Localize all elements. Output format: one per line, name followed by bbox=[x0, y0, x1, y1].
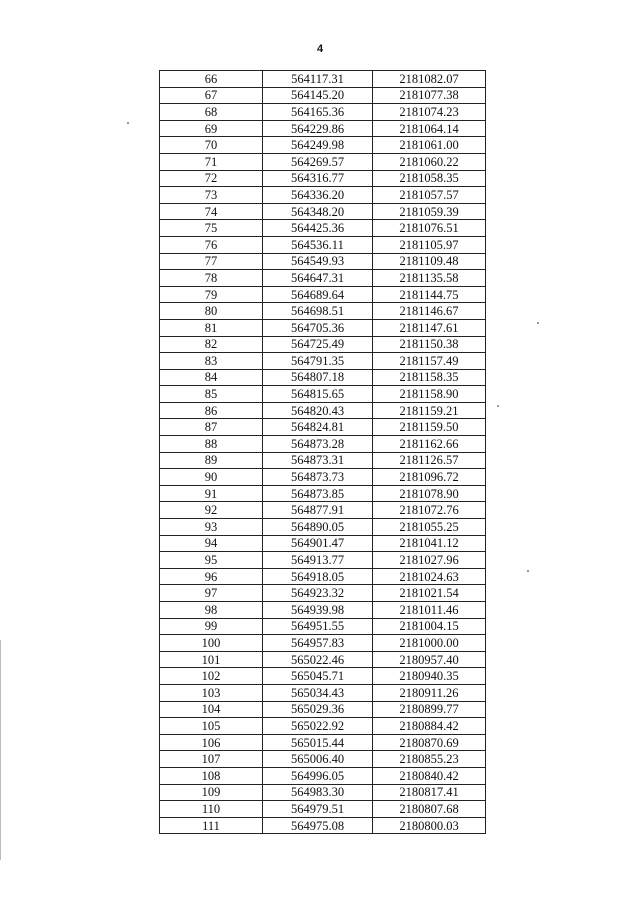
x-coordinate-cell: 564918.05 bbox=[263, 568, 373, 585]
point-number-cell: 76 bbox=[160, 236, 263, 253]
table-row bbox=[160, 286, 486, 303]
x-coordinate-cell: 564705.36 bbox=[263, 319, 373, 336]
table-row bbox=[160, 369, 486, 386]
y-coordinate-cell: 2181057.57 bbox=[373, 187, 486, 204]
y-coordinate-cell: 2180957.40 bbox=[373, 651, 486, 668]
point-number-cell: 90 bbox=[160, 469, 263, 486]
y-coordinate-cell: 2181105.97 bbox=[373, 236, 486, 253]
y-coordinate-cell: 2181146.67 bbox=[373, 303, 486, 320]
table-row bbox=[160, 153, 486, 170]
table-row bbox=[160, 552, 486, 569]
y-coordinate-cell: 2181109.48 bbox=[373, 253, 486, 270]
point-number-cell: 92 bbox=[160, 502, 263, 519]
point-number-cell: 93 bbox=[160, 519, 263, 536]
table-row bbox=[160, 71, 486, 88]
table-row bbox=[160, 452, 486, 469]
y-coordinate-cell: 2181078.90 bbox=[373, 485, 486, 502]
point-number-cell: 83 bbox=[160, 353, 263, 370]
y-coordinate-cell: 2181096.72 bbox=[373, 469, 486, 486]
point-number-cell: 66 bbox=[160, 71, 263, 88]
x-coordinate-cell: 564536.11 bbox=[263, 236, 373, 253]
x-coordinate-cell: 564269.57 bbox=[263, 153, 373, 170]
scan-speck bbox=[497, 405, 499, 407]
point-number-cell: 95 bbox=[160, 552, 263, 569]
table-row bbox=[160, 535, 486, 552]
x-coordinate-cell: 564951.55 bbox=[263, 618, 373, 635]
y-coordinate-cell: 2180899.77 bbox=[373, 701, 486, 718]
y-coordinate-cell: 2181027.96 bbox=[373, 552, 486, 569]
table-row bbox=[160, 104, 486, 121]
table-row bbox=[160, 502, 486, 519]
table-row bbox=[160, 618, 486, 635]
point-number-cell: 107 bbox=[160, 751, 263, 768]
table-row bbox=[160, 220, 486, 237]
x-coordinate-cell: 565022.92 bbox=[263, 718, 373, 735]
table-row bbox=[160, 187, 486, 204]
table-row bbox=[160, 585, 486, 602]
x-coordinate-cell: 564913.77 bbox=[263, 552, 373, 569]
x-coordinate-cell: 564165.36 bbox=[263, 104, 373, 121]
point-number-cell: 84 bbox=[160, 369, 263, 386]
table-row bbox=[160, 734, 486, 751]
y-coordinate-cell: 2180807.68 bbox=[373, 801, 486, 818]
point-number-cell: 71 bbox=[160, 153, 263, 170]
point-number-cell: 111 bbox=[160, 817, 263, 834]
point-number-cell: 69 bbox=[160, 120, 263, 137]
page-number: 4 bbox=[316, 43, 324, 55]
y-coordinate-cell: 2181060.22 bbox=[373, 153, 486, 170]
y-coordinate-cell: 2181000.00 bbox=[373, 635, 486, 652]
table-row bbox=[160, 519, 486, 536]
y-coordinate-cell: 2180840.42 bbox=[373, 767, 486, 784]
x-coordinate-cell: 564873.28 bbox=[263, 436, 373, 453]
x-coordinate-cell: 565015.44 bbox=[263, 734, 373, 751]
y-coordinate-cell: 2180817.41 bbox=[373, 784, 486, 801]
scan-speck bbox=[127, 122, 129, 124]
table-row bbox=[160, 419, 486, 436]
y-coordinate-cell: 2181162.66 bbox=[373, 436, 486, 453]
point-number-cell: 73 bbox=[160, 187, 263, 204]
x-coordinate-cell: 564336.20 bbox=[263, 187, 373, 204]
x-coordinate-cell: 564873.85 bbox=[263, 485, 373, 502]
table-row bbox=[160, 336, 486, 353]
y-coordinate-cell: 2181135.58 bbox=[373, 270, 486, 287]
y-coordinate-cell: 2181158.35 bbox=[373, 369, 486, 386]
table-row bbox=[160, 253, 486, 270]
point-number-cell: 91 bbox=[160, 485, 263, 502]
x-coordinate-cell: 564807.18 bbox=[263, 369, 373, 386]
y-coordinate-cell: 2181074.23 bbox=[373, 104, 486, 121]
x-coordinate-cell: 564145.20 bbox=[263, 87, 373, 104]
point-number-cell: 77 bbox=[160, 253, 263, 270]
point-number-cell: 94 bbox=[160, 535, 263, 552]
x-coordinate-cell: 564824.81 bbox=[263, 419, 373, 436]
coordinates-table bbox=[159, 70, 486, 834]
y-coordinate-cell: 2180800.03 bbox=[373, 817, 486, 834]
table-row bbox=[160, 402, 486, 419]
y-coordinate-cell: 2181041.12 bbox=[373, 535, 486, 552]
table-row bbox=[160, 817, 486, 834]
y-coordinate-cell: 2181004.15 bbox=[373, 618, 486, 635]
y-coordinate-cell: 2181082.07 bbox=[373, 71, 486, 88]
y-coordinate-cell: 2181150.38 bbox=[373, 336, 486, 353]
x-coordinate-cell: 564689.64 bbox=[263, 286, 373, 303]
table-row bbox=[160, 137, 486, 154]
x-coordinate-cell: 565045.71 bbox=[263, 668, 373, 685]
point-number-cell: 68 bbox=[160, 104, 263, 121]
y-coordinate-cell: 2181159.21 bbox=[373, 402, 486, 419]
y-coordinate-cell: 2181021.54 bbox=[373, 585, 486, 602]
table-row bbox=[160, 668, 486, 685]
point-number-cell: 108 bbox=[160, 767, 263, 784]
y-coordinate-cell: 2181158.90 bbox=[373, 386, 486, 403]
y-coordinate-cell: 2181011.46 bbox=[373, 602, 486, 619]
x-coordinate-cell: 565034.43 bbox=[263, 684, 373, 701]
point-number-cell: 80 bbox=[160, 303, 263, 320]
x-coordinate-cell: 564698.51 bbox=[263, 303, 373, 320]
y-coordinate-cell: 2181076.51 bbox=[373, 220, 486, 237]
x-coordinate-cell: 564316.77 bbox=[263, 170, 373, 187]
point-number-cell: 82 bbox=[160, 336, 263, 353]
table-row bbox=[160, 801, 486, 818]
table-row bbox=[160, 436, 486, 453]
point-number-cell: 105 bbox=[160, 718, 263, 735]
point-number-cell: 100 bbox=[160, 635, 263, 652]
x-coordinate-cell: 564939.98 bbox=[263, 602, 373, 619]
x-coordinate-cell: 564229.86 bbox=[263, 120, 373, 137]
table-row bbox=[160, 170, 486, 187]
y-coordinate-cell: 2181024.63 bbox=[373, 568, 486, 585]
table-row bbox=[160, 651, 486, 668]
point-number-cell: 109 bbox=[160, 784, 263, 801]
point-number-cell: 79 bbox=[160, 286, 263, 303]
scan-speck bbox=[527, 570, 529, 572]
y-coordinate-cell: 2180884.42 bbox=[373, 718, 486, 735]
table-row bbox=[160, 469, 486, 486]
point-number-cell: 103 bbox=[160, 684, 263, 701]
y-coordinate-cell: 2181126.57 bbox=[373, 452, 486, 469]
y-coordinate-cell: 2180940.35 bbox=[373, 668, 486, 685]
y-coordinate-cell: 2181058.35 bbox=[373, 170, 486, 187]
y-coordinate-cell: 2181077.38 bbox=[373, 87, 486, 104]
point-number-cell: 86 bbox=[160, 402, 263, 419]
point-number-cell: 81 bbox=[160, 319, 263, 336]
table-row bbox=[160, 386, 486, 403]
point-number-cell: 99 bbox=[160, 618, 263, 635]
point-number-cell: 104 bbox=[160, 701, 263, 718]
x-coordinate-cell: 564549.93 bbox=[263, 253, 373, 270]
table-row bbox=[160, 236, 486, 253]
point-number-cell: 67 bbox=[160, 87, 263, 104]
x-coordinate-cell: 564975.08 bbox=[263, 817, 373, 834]
x-coordinate-cell: 564647.31 bbox=[263, 270, 373, 287]
y-coordinate-cell: 2181064.14 bbox=[373, 120, 486, 137]
point-number-cell: 88 bbox=[160, 436, 263, 453]
y-coordinate-cell: 2181159.50 bbox=[373, 419, 486, 436]
x-coordinate-cell: 564979.51 bbox=[263, 801, 373, 818]
scan-edge-line bbox=[0, 640, 1, 860]
x-coordinate-cell: 564996.05 bbox=[263, 767, 373, 784]
table-row bbox=[160, 701, 486, 718]
x-coordinate-cell: 565022.46 bbox=[263, 651, 373, 668]
y-coordinate-cell: 2181059.39 bbox=[373, 203, 486, 220]
x-coordinate-cell: 564117.31 bbox=[263, 71, 373, 88]
point-number-cell: 97 bbox=[160, 585, 263, 602]
table-row bbox=[160, 319, 486, 336]
coordinates-table-body bbox=[160, 71, 486, 834]
x-coordinate-cell: 565006.40 bbox=[263, 751, 373, 768]
y-coordinate-cell: 2181147.61 bbox=[373, 319, 486, 336]
x-coordinate-cell: 564957.83 bbox=[263, 635, 373, 652]
point-number-cell: 89 bbox=[160, 452, 263, 469]
table-row bbox=[160, 751, 486, 768]
y-coordinate-cell: 2180911.26 bbox=[373, 684, 486, 701]
x-coordinate-cell: 564820.43 bbox=[263, 402, 373, 419]
y-coordinate-cell: 2181072.76 bbox=[373, 502, 486, 519]
x-coordinate-cell: 564249.98 bbox=[263, 137, 373, 154]
table-row bbox=[160, 684, 486, 701]
x-coordinate-cell: 564923.32 bbox=[263, 585, 373, 602]
point-number-cell: 101 bbox=[160, 651, 263, 668]
table-row bbox=[160, 203, 486, 220]
x-coordinate-cell: 564877.91 bbox=[263, 502, 373, 519]
x-coordinate-cell: 564901.47 bbox=[263, 535, 373, 552]
table-row bbox=[160, 303, 486, 320]
point-number-cell: 75 bbox=[160, 220, 263, 237]
table-row bbox=[160, 485, 486, 502]
table-row bbox=[160, 718, 486, 735]
table-row bbox=[160, 87, 486, 104]
point-number-cell: 74 bbox=[160, 203, 263, 220]
point-number-cell: 110 bbox=[160, 801, 263, 818]
table-row bbox=[160, 120, 486, 137]
point-number-cell: 85 bbox=[160, 386, 263, 403]
x-coordinate-cell: 564983.30 bbox=[263, 784, 373, 801]
table-row bbox=[160, 568, 486, 585]
y-coordinate-cell: 2180855.23 bbox=[373, 751, 486, 768]
point-number-cell: 87 bbox=[160, 419, 263, 436]
point-number-cell: 98 bbox=[160, 602, 263, 619]
x-coordinate-cell: 564791.35 bbox=[263, 353, 373, 370]
table-row bbox=[160, 602, 486, 619]
table-row bbox=[160, 353, 486, 370]
table-row bbox=[160, 270, 486, 287]
y-coordinate-cell: 2181144.75 bbox=[373, 286, 486, 303]
scan-speck bbox=[537, 322, 539, 324]
point-number-cell: 70 bbox=[160, 137, 263, 154]
x-coordinate-cell: 564873.73 bbox=[263, 469, 373, 486]
point-number-cell: 96 bbox=[160, 568, 263, 585]
table-row bbox=[160, 767, 486, 784]
y-coordinate-cell: 2181157.49 bbox=[373, 353, 486, 370]
y-coordinate-cell: 2181061.00 bbox=[373, 137, 486, 154]
x-coordinate-cell: 564890.05 bbox=[263, 519, 373, 536]
x-coordinate-cell: 564873.31 bbox=[263, 452, 373, 469]
x-coordinate-cell: 564815.65 bbox=[263, 386, 373, 403]
x-coordinate-cell: 565029.36 bbox=[263, 701, 373, 718]
y-coordinate-cell: 2181055.25 bbox=[373, 519, 486, 536]
point-number-cell: 106 bbox=[160, 734, 263, 751]
y-coordinate-cell: 2180870.69 bbox=[373, 734, 486, 751]
x-coordinate-cell: 564725.49 bbox=[263, 336, 373, 353]
point-number-cell: 78 bbox=[160, 270, 263, 287]
x-coordinate-cell: 564425.36 bbox=[263, 220, 373, 237]
table-row bbox=[160, 784, 486, 801]
x-coordinate-cell: 564348.20 bbox=[263, 203, 373, 220]
point-number-cell: 72 bbox=[160, 170, 263, 187]
point-number-cell: 102 bbox=[160, 668, 263, 685]
table-row bbox=[160, 635, 486, 652]
